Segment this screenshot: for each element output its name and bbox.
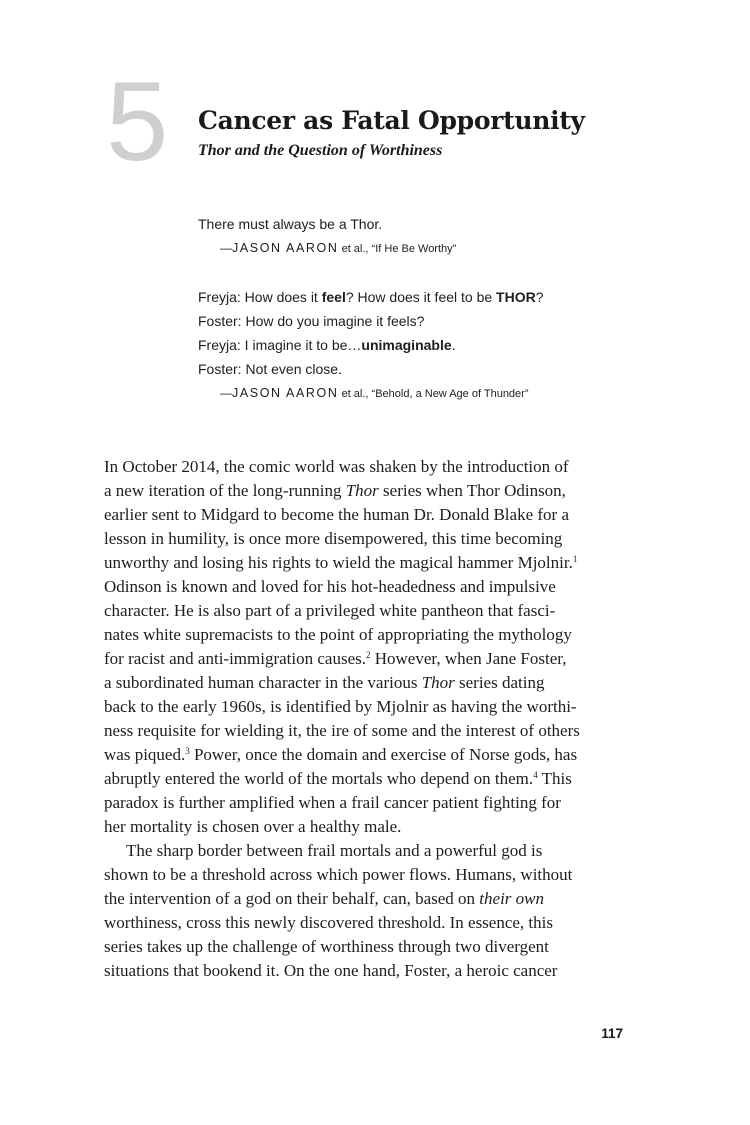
text-run: lesson in humility, is once more disempowered, this time becoming xyxy=(104,529,563,548)
epigraph-attribution xyxy=(198,381,544,405)
attribution-source: “Behold, a New Age of Thunder” xyxy=(371,388,529,400)
dialogue-line xyxy=(198,285,544,309)
text-run: earlier sent to Midgard to become the human Dr. Donald Blake for a xyxy=(104,505,569,524)
attribution-dash: — xyxy=(220,241,232,255)
text-line xyxy=(104,599,624,623)
text-run: was piqued. xyxy=(104,745,186,764)
attribution-etal: et al., xyxy=(338,243,372,255)
text-run: series when Thor Odinson, xyxy=(378,481,566,500)
text-line xyxy=(104,527,624,551)
dialogue-text: Freyja: How does it xyxy=(198,289,322,305)
text-line xyxy=(104,647,624,671)
text-run: for racist and anti-immigration causes. xyxy=(104,649,366,668)
text-run: her mortality is chosen over a healthy male. xyxy=(104,817,402,836)
italic-title: Thor xyxy=(421,673,455,692)
chapter-number: 5 xyxy=(106,59,169,184)
text-run: nates white supremacists to the point of appropriating the mythology xyxy=(104,625,572,644)
attribution-author: JASON AARON xyxy=(232,241,339,255)
text-run: Power, once the domain and exercise of Norse gods, has xyxy=(189,745,578,764)
footnote-ref-3[interactable]: 3 xyxy=(185,746,190,756)
text-line xyxy=(104,911,624,935)
text-run: a subordinated human character in the various xyxy=(104,673,422,692)
epigraph-2 xyxy=(198,285,544,405)
text-line xyxy=(104,623,624,647)
text-line xyxy=(104,863,624,887)
attribution-author: JASON AARON xyxy=(232,386,339,400)
text-run: The sharp border between frail mortals and a powerful god is xyxy=(126,841,543,860)
text-line xyxy=(104,743,624,767)
text-line xyxy=(104,887,624,911)
attribution-source: “If He Be Worthy” xyxy=(371,243,457,255)
footnote-ref-2[interactable]: 2 xyxy=(366,650,371,660)
text-line xyxy=(104,767,624,791)
text-line xyxy=(104,791,624,815)
text-line xyxy=(104,695,624,719)
text-run: abruptly entered the world of the mortals who depend on them. xyxy=(104,769,534,788)
text-run: unworthy and losing his rights to wield the magical hammer Mjolnir. xyxy=(104,553,573,572)
text-run: series takes up the challenge of worthiness through two divergent xyxy=(104,937,549,956)
attribution-dash: — xyxy=(220,386,232,400)
text-run: This xyxy=(537,769,572,788)
dialogue-emphasis: feel xyxy=(321,289,346,305)
attribution-etal: et al., xyxy=(338,388,372,400)
text-line xyxy=(104,455,624,479)
text-line xyxy=(104,815,624,839)
dialogue-text: Foster: Not even close. xyxy=(198,361,342,377)
text-run: shown to be a threshold across which power flows. Humans, without xyxy=(104,865,573,884)
dialogue-text: ? How does it feel to be xyxy=(345,289,497,305)
text-run: paradox is further amplified when a frail cancer patient fighting for xyxy=(104,793,561,812)
chapter-subtitle: Thor and the Question of Worthiness xyxy=(198,142,443,159)
italic-emphasis: their own xyxy=(479,889,544,908)
epigraph-attribution xyxy=(198,236,456,260)
text-run: In October 2014, the comic world was shaken by the introduction of xyxy=(104,457,569,476)
dialogue-text: Foster: How do you imagine it feels? xyxy=(198,313,425,329)
text-line xyxy=(104,479,624,503)
text-run: a new iteration of the long-running xyxy=(104,481,346,500)
text-run: back to the early 1960s, is identified by Mjolnir as having the worthi- xyxy=(104,697,577,716)
chapter-title: Cancer as Fatal Opportunity xyxy=(198,106,585,135)
text-line xyxy=(104,719,624,743)
text-run: ness requisite for wielding it, the ire of some and the interest of others xyxy=(104,721,580,740)
dialogue-text: ? xyxy=(535,289,544,305)
dialogue-line xyxy=(198,357,544,381)
text-run: However, when Jane Foster, xyxy=(370,649,567,668)
dialogue-emphasis: unimaginable xyxy=(361,337,452,353)
dialogue-line xyxy=(198,309,544,333)
text-run: the intervention of a god on their behalf, can, based on xyxy=(104,889,480,908)
text-line xyxy=(104,671,624,695)
text-run: series dating xyxy=(454,673,545,692)
epigraph-quote: There must always be a Thor. xyxy=(198,216,383,232)
footnote-ref-4[interactable]: 4 xyxy=(533,770,538,780)
epigraph-1 xyxy=(198,212,456,260)
text-run: character. He is also part of a privileged white pantheon that fasci- xyxy=(104,601,556,620)
dialogue-text: . xyxy=(451,337,456,353)
page-number: 117 xyxy=(601,1026,623,1041)
footnote-ref-1[interactable]: 1 xyxy=(572,554,578,564)
text-line xyxy=(104,503,624,527)
text-run: Odinson is known and loved for his hot-headedness and impulsive xyxy=(104,577,556,596)
italic-title: Thor xyxy=(345,481,379,500)
text-line xyxy=(104,551,624,575)
dialogue-line xyxy=(198,333,544,357)
dialogue-emphasis: THOR xyxy=(496,289,536,305)
text-line xyxy=(104,959,624,983)
text-line xyxy=(104,935,624,959)
dialogue-text: Freyja: I imagine it to be… xyxy=(198,337,362,353)
text-run: situations that bookend it. On the one hand, Foster, a heroic cancer xyxy=(104,961,558,980)
text-line xyxy=(104,575,624,599)
text-line xyxy=(104,839,624,863)
body-text xyxy=(104,455,624,983)
text-run: worthiness, cross this newly discovered threshold. In essence, this xyxy=(104,913,553,932)
